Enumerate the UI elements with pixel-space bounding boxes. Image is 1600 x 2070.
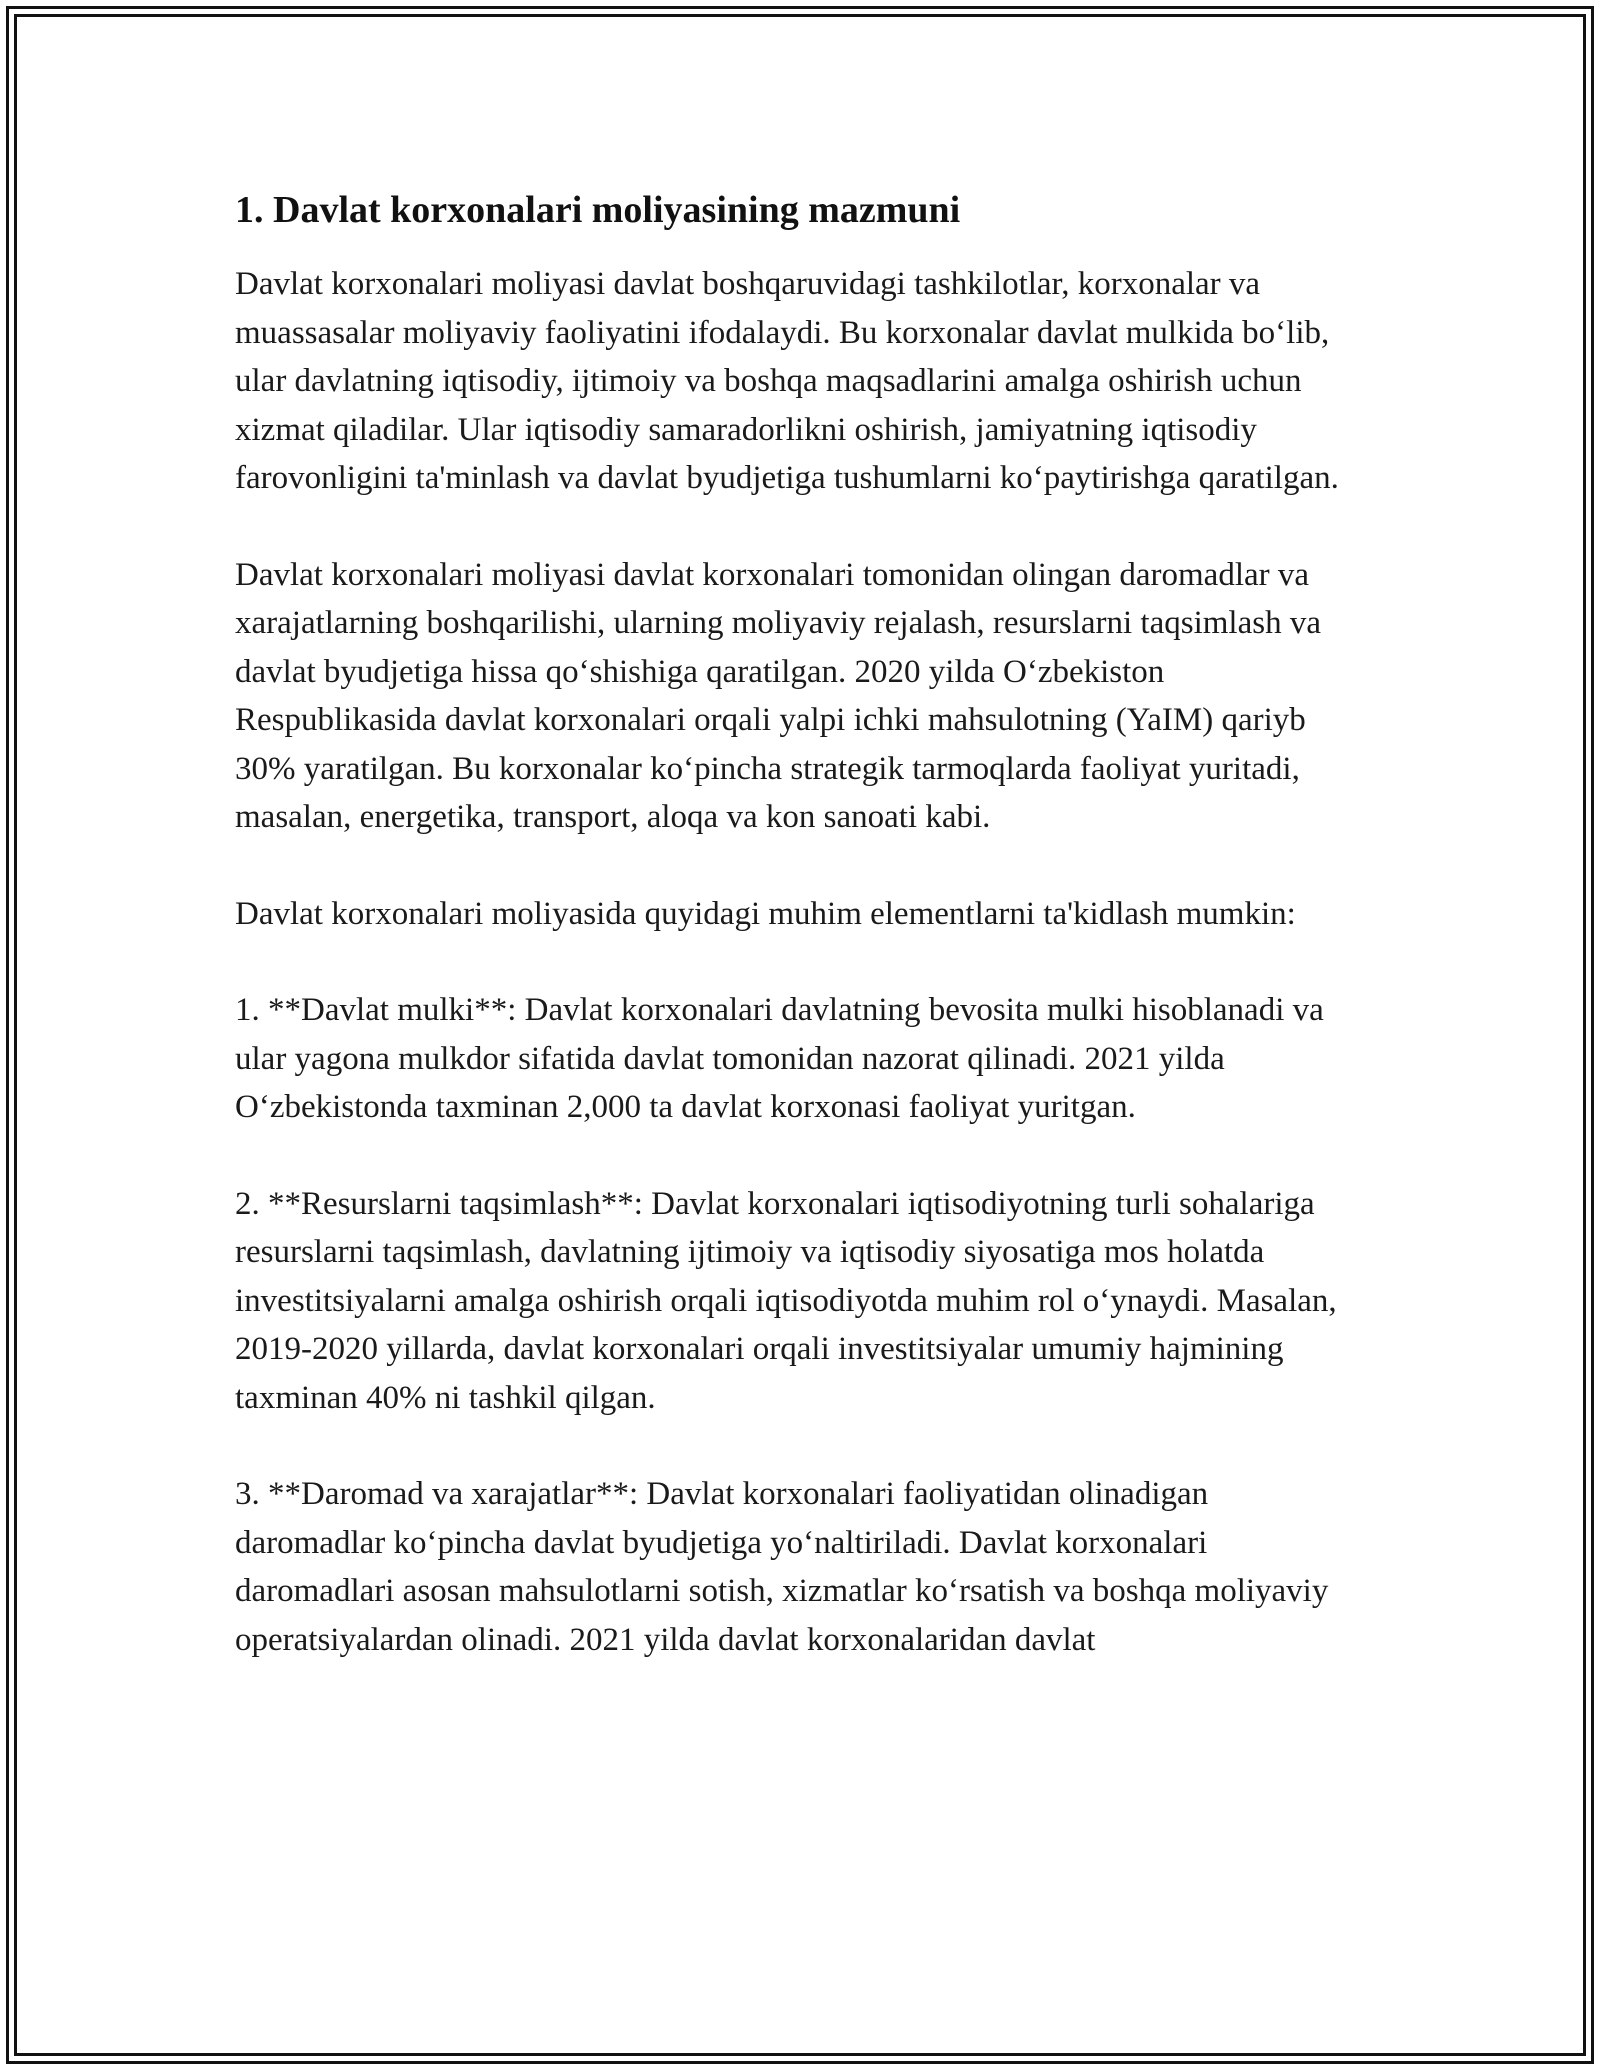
list-item-income-expenses: 3. **Daromad va xarajatlar**: Davlat korxonalari faoliyatidan olinadigan daromadlar ko‘pincha davlat byudjetiga yo‘naltiriladi. Davlat korxonalari daromadlari asosan mahsulotlarni sotish, xizmatlar ko‘rsatish va boshqa moliyaviy operatsiyalardan olinadi. 2021 yilda davlat korxonalaridan davlat bbox=[235, 1476, 1329, 1658]
list-item-state-property: 1. **Davlat mulki**: Davlat korxonalari davlatning bevosita mulki hisoblanadi va ular yagona mulkdor sifatida davlat tomonidan nazorat qilinadi. 2021 yilda O‘zbekistonda taxminan 2,000 ta davlat korxonasi faoliyat yuritgan. bbox=[235, 992, 1324, 1125]
paragraph-intro: Davlat korxonalari moliyasi davlat boshqaruvidagi tashkilotlar, korxonalar va muassasalar moliyaviy faoliyatini ifodalaydi. Bu korxonalar davlat mulkida bo‘lib, ular davlatning iqtisodiy, ijtimoiy va boshqa maqsadlarini amalga oshirish uchun xizmat qiladilar. Ular iqtisodiy samaradorlikni oshirish, jamiyatning iqtisodiy farovonligini ta'minlash va davlat byudjetiga tushumlarni ko‘paytirishga qaratilgan. bbox=[235, 266, 1339, 496]
section-title: 1. Davlat korxonalari moliyasining mazmuni bbox=[235, 189, 961, 231]
list-item-resource-allocation: 2. **Resurslarni taqsimlash**: Davlat korxonalari iqtisodiyotning turli sohalariga resurslarni taqsimlash, davlatning ijtimoiy va iqtisodiy siyosatiga mos holatda investitsiyalarni amalga oshirish orqali iqtisodiyotda muhim rol o‘ynaydi. Masalan, 2019-2020 yillarda, davlat korxonalari orqali investitsiyalar umumiy hajmining taxminan 40% ni tashkil qilgan. bbox=[235, 1185, 1337, 1416]
document-body bbox=[235, 186, 1365, 1712]
paragraph-overview: Davlat korxonalari moliyasi davlat korxonalari tomonidan olingan daromadlar va xarajatlarning boshqarilishi, ularning moliyaviy rejalash, resurslarni taqsimlash va davlat byudjetiga hissa qo‘shishiga qaratilgan. 2020 yilda O‘zbekiston Respublikasida davlat korxonalari orqali yalpi ichki mahsulotning (YaIM) qariyb 30% yaratilgan. Bu korxonalar ko‘pincha strategik tarmoqlarda faoliyat yuritadi, masalan, energetika, transport, aloqa va kon sanoati kabi. bbox=[235, 556, 1321, 835]
paragraph-elements-lead: Davlat korxonalari moliyasida quyidagi muhim elementlarni ta'kidlash mumkin: bbox=[235, 895, 1296, 932]
